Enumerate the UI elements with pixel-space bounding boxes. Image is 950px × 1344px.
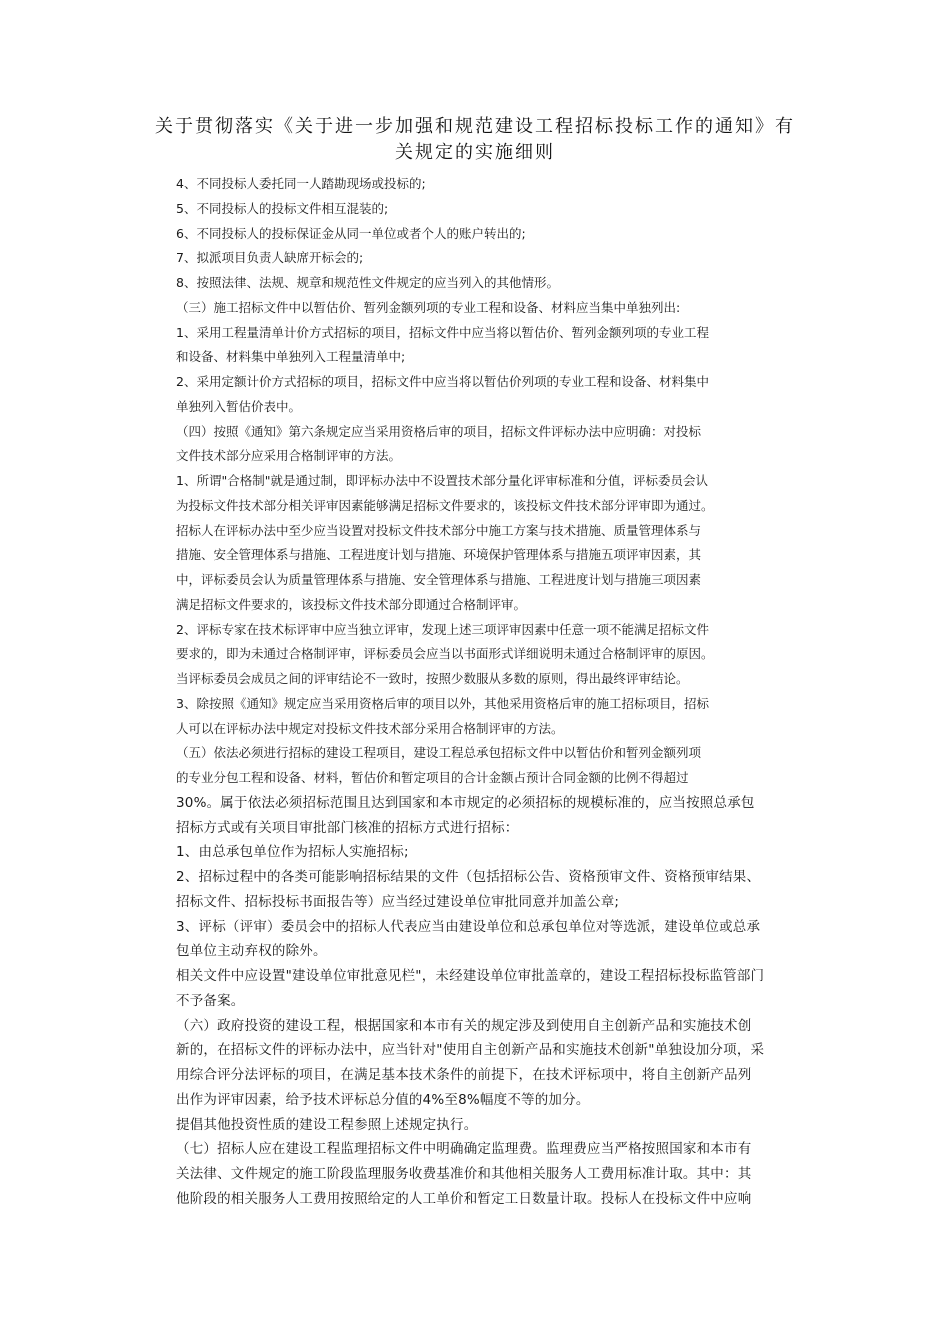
paragraph-line: 2、招标过程中的各类可能影响招标结果的文件（包括招标公告、资格预审文件、资格预审结果、 (176, 869, 761, 885)
paragraph-line: 出作为评审因素，给予技术评标总分值的4%至8%幅度不等的加分。 (176, 1091, 590, 1108)
title-line-2: 关规定的实施细则 (395, 142, 555, 163)
paragraph-line: 7、拟派项目负责人缺席开标会的; (176, 250, 364, 266)
paragraph-line: 提倡其他投资性质的建设工程参照上述规定执行。 (176, 1116, 478, 1133)
paragraph-line: 和设备、材料集中单独列入工程量清单中; (176, 349, 406, 365)
paragraph-line: 30%。属于依法必须招标范围且达到国家和本市规定的必须招标的规模标准的，应当按照总承包 (176, 794, 755, 811)
paragraph-line: 文件技术部分应采用合格制评审的方法。 (176, 448, 402, 464)
paragraph-line: 措施、安全管理体系与措施、工程进度计划与措施、环境保护管理体系与措施五项评审因素，其 (176, 547, 702, 563)
paragraph-line: 为投标文件技术部分相关评审因素能够满足招标文件要求的，该投标文件技术部分评审即为通过。 (176, 497, 714, 513)
paragraph-line: 关法律、文件规定的施工阶段监理服务收费基准价和其他相关服务人工费用标准计取。其中：其 (176, 1166, 752, 1182)
paragraph-line: 人可以在评标办法中规定对投标文件技术部分采用合格制评审的方法。 (176, 720, 564, 736)
document-title (120, 114, 830, 166)
paragraph-line: （六）政府投资的建设工程，根据国家和本市有关的规定涉及到使用自主创新产品和实施技术创 (176, 1017, 752, 1034)
paragraph-line: （四）按照《通知》第六条规定应当采用资格后审的项目，招标文件评标办法中应明确：对投标 (176, 423, 702, 439)
title-line-1: 关于贯彻落实《关于进一步加强和规范建设工程招标投标工作的通知》有 (155, 116, 795, 137)
paragraph-line: 4、不同投标人委托同一人踏勘现场或投标的; (176, 176, 426, 191)
document-body (176, 172, 796, 1212)
paragraph-line: 1、所谓"合格制"就是通过制，即评标办法中不设置技术部分量化评审标准和分值，评标委员会认 (176, 473, 708, 488)
paragraph-line: 5、不同投标人的投标文件相互混装的; (176, 200, 389, 216)
paragraph-line: 相关文件中应设置"建设单位审批意见栏"，未经建设单位审批盖章的，建设工程招标投标监管部门 (176, 968, 765, 984)
paragraph-line: 招标文件、招标投标书面报告等）应当经过建设单位审批同意并加盖公章; (176, 893, 620, 910)
paragraph-line: （七）招标人应在建设工程监理招标文件中明确确定监理费。监理费应当严格按照国家和本市有 (176, 1141, 752, 1158)
paragraph-line: （三）施工招标文件中以暂估价、暂列金额列项的专业工程和设备、材料应当集中单独列出: (176, 299, 681, 315)
paragraph-line: 新的，在招标文件的评标办法中，应当针对"使用自主创新产品和实施技术创新"单独设加分项，采 (176, 1042, 765, 1059)
paragraph-line: 8、按照法律、法规、规章和规范性文件规定的应当列入的其他情形。 (176, 275, 559, 290)
paragraph-line: 要求的，即为未通过合格制评审，评标委员会应当以书面形式详细说明未通过合格制评审的原因。 (176, 646, 714, 662)
paragraph-line: 中，评标委员会认为质量管理体系与措施、安全管理体系与措施、工程进度计划与措施三项因素 (176, 572, 702, 587)
paragraph-line: 用综合评分法评标的项目，在满足基本技术条件的前提下，在技术评标项中，将自主创新产品列 (176, 1067, 752, 1083)
paragraph-line: 单独列入暂估价表中。 (176, 398, 302, 414)
paragraph-line: 满足招标文件要求的，该投标文件技术部分即通过合格制评审。 (176, 596, 527, 612)
paragraph-line: 包单位主动弃权的除外。 (176, 943, 327, 960)
paragraph-line: 当评标委员会成员之间的评审结论不一致时，按照少数服从多数的原则，得出最终评审结论。 (176, 671, 689, 686)
paragraph-line: 1、采用工程量清单计价方式招标的项目，招标文件中应当将以暂估价、暂列金额列项的专业工程 (176, 324, 709, 340)
paragraph-line: 不予备案。 (176, 992, 245, 1009)
paragraph-line: 招标方式或有关项目审批部门核准的招标方式进行招标： (176, 819, 519, 836)
paragraph-line: 2、采用定额计价方式招标的项目，招标文件中应当将以暂估价列项的专业工程和设备、材料集中 (176, 374, 709, 389)
paragraph-line: 3、评标（评审）委员会中的招标人代表应当由建设单位和总承包单位对等选派，建设单位或总承 (176, 918, 761, 935)
paragraph-line: 1、由总承包单位作为招标人实施招标; (176, 844, 409, 861)
paragraph-line: （五）依法必须进行招标的建设工程项目，建设工程总承包招标文件中以暂估价和暂列金额列项 (176, 745, 702, 761)
paragraph-line: 6、不同投标人的投标保证金从同一单位或者个人的账户转出的; (176, 225, 526, 241)
paragraph-line: 招标人在评标办法中至少应当设置对投标文件技术部分中施工方案与技术措施、质量管理体系与 (176, 522, 702, 538)
paragraph-line: 2、评标专家在技术标评审中应当独立评审，发现上述三项评审因素中任意一项不能满足招标文件 (176, 621, 709, 637)
paragraph-line: 的专业分包工程和设备、材料，暂估价和暂定项目的合计金额占预计合同金额的比例不得超过 (176, 770, 689, 785)
paragraph-line: 3、除按照《通知》规定应当采用资格后审的项目以外，其他采用资格后审的施工招标项目，招标 (176, 695, 709, 711)
paragraph-line: 他阶段的相关服务人工费用按照给定的人工单价和暂定工日数量计取。投标人在投标文件中应响 (176, 1190, 752, 1207)
